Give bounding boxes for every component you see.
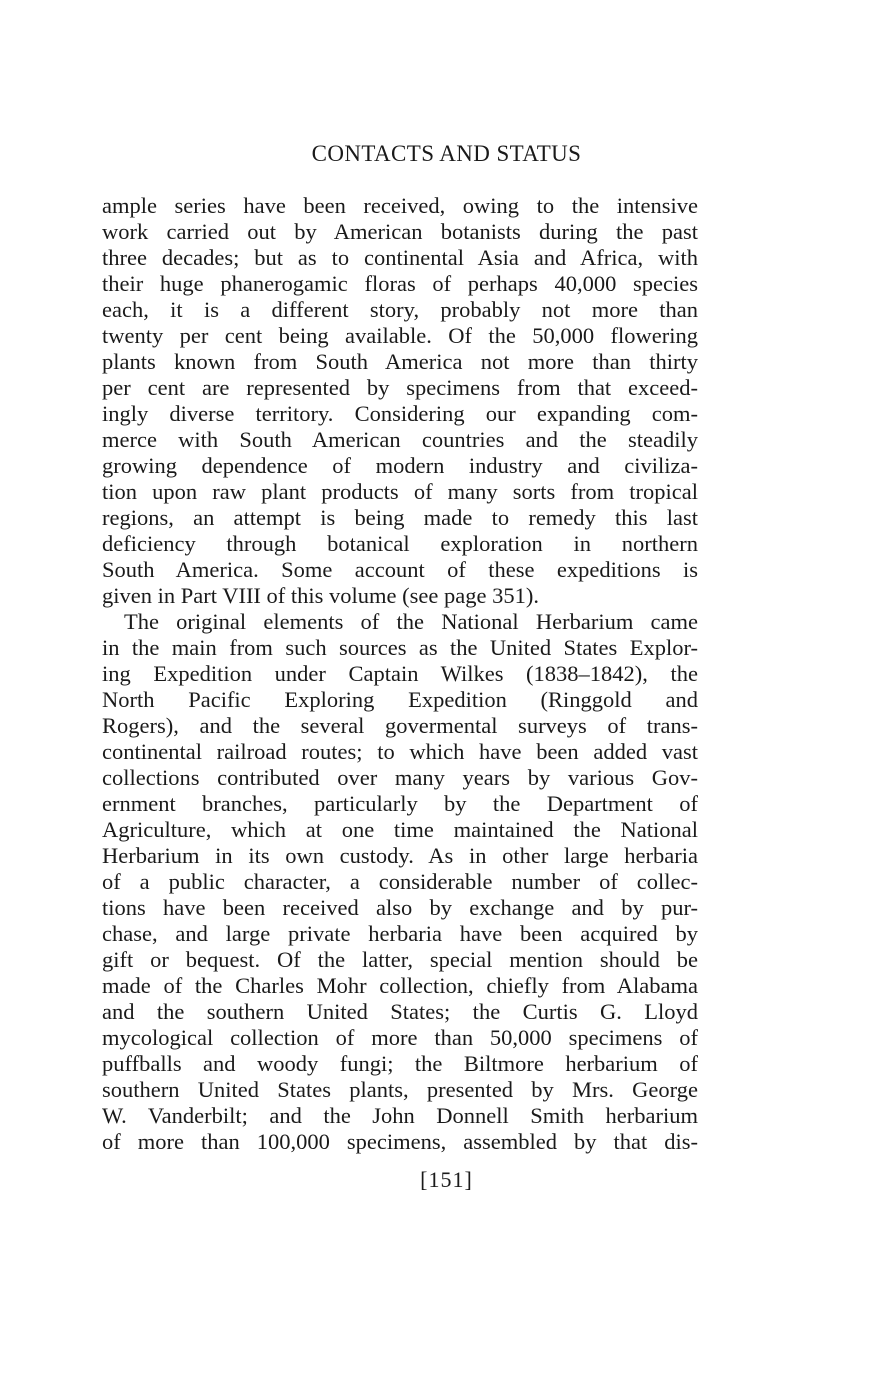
text-line: in the main from such sources as the United States Explor- <box>102 635 698 660</box>
text-line: ample series have been received, owing to the intensive <box>102 193 698 218</box>
text-line: The original elements of the National Herbarium came <box>124 609 698 634</box>
text-line: tion upon raw plant products of many sorts from tropical <box>102 479 698 504</box>
text-line: Rogers), and the several govermental surveys of trans- <box>102 713 698 738</box>
paragraph-1 <box>102 193 698 609</box>
text-line: of a public character, a considerable number of collec- <box>102 869 698 894</box>
text-line: their huge phanerogamic floras of perhaps 40,000 species <box>102 271 698 296</box>
text-line: South America. Some account of these expeditions is <box>102 557 698 582</box>
text-line: tions have been received also by exchange and by pur- <box>102 895 698 920</box>
text-line: ing Expedition under Captain Wilkes (1838–1842), the <box>102 661 698 686</box>
text-line: continental railroad routes; to which have been added vast <box>102 739 698 764</box>
text-line: twenty per cent being available. Of the 50,000 flowering <box>102 323 698 348</box>
text-line: regions, an attempt is being made to remedy this last <box>102 505 698 530</box>
paragraph-2 <box>102 609 698 1155</box>
text-line: North Pacific Exploring Expedition (Ringgold and <box>102 687 698 712</box>
text-line: per cent are represented by specimens from that exceed- <box>102 375 698 400</box>
text-line: puffballs and woody fungi; the Biltmore herbarium of <box>102 1051 698 1076</box>
text-line: mycological collection of more than 50,000 specimens of <box>102 1025 698 1050</box>
text-line: each, it is a different story, probably not more than <box>102 297 698 322</box>
text-line: chase, and large private herbaria have been acquired by <box>102 921 698 946</box>
text-line: W. Vanderbilt; and the John Donnell Smith herbarium <box>102 1103 698 1128</box>
text-line: deficiency through botanical exploration in northern <box>102 531 698 556</box>
text-line: Herbarium in its own custody. As in other large herbaria <box>102 843 698 868</box>
text-line: growing dependence of modern industry and civiliza- <box>102 453 698 478</box>
text-line: three decades; but as to continental Asia and Africa, with <box>102 245 698 270</box>
text-line: collections contributed over many years by various Gov- <box>102 765 698 790</box>
text-line: of more than 100,000 specimens, assembled by that dis- <box>102 1129 698 1154</box>
text-line: ernment branches, particularly by the Department of <box>102 791 698 816</box>
text-line: gift or bequest. Of the latter, special mention should be <box>102 947 698 972</box>
running-head: CONTACTS AND STATUS <box>311 141 582 166</box>
text-line: and the southern United States; the Curtis G. Lloyd <box>102 999 698 1024</box>
text-line: ingly diverse territory. Considering our expanding com- <box>102 401 698 426</box>
text-line: work carried out by American botanists during the past <box>102 219 698 244</box>
text-line: plants known from South America not more than thirty <box>102 349 698 374</box>
text-line: made of the Charles Mohr collection, chiefly from Alabama <box>102 973 698 998</box>
text-line: southern United States plants, presented by Mrs. George <box>102 1077 698 1102</box>
text-line: given in Part VIII of this volume (see page 351). <box>102 583 539 608</box>
text-line: merce with South American countries and the steadily <box>102 427 698 452</box>
text-line: Agriculture, which at one time maintained the National <box>102 817 698 842</box>
page-number: [151] <box>420 1167 473 1192</box>
body-text <box>102 193 698 1155</box>
